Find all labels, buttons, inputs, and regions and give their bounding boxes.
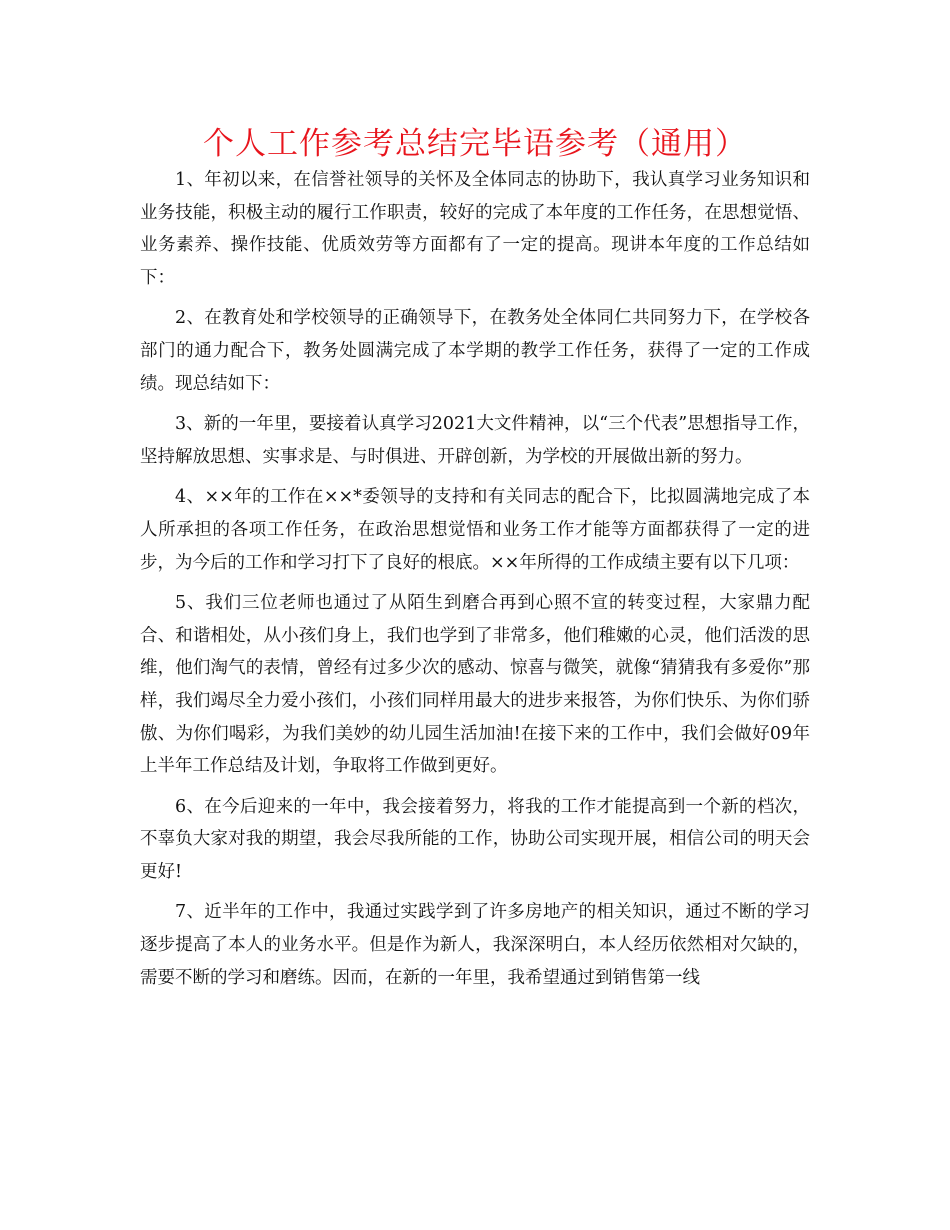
paragraph-6: 6、在今后迎来的一年中，我会接着努力，将我的工作才能提高到一个新的档次，不辜负大家对我的期望，我会尽我所能的工作，协助公司实现开展，相信公司的明天会更好! <box>140 796 810 882</box>
paragraph-1: 1、年初以来，在信誉社领导的关怀及全体同志的协助下，我认真学习业务知识和业务技能，积极主动的履行工作职责，较好的完成了本年度的工作任务，在思想觉悟、业务素养、操作技能、优质效劳等方面都有了一定的提高。现讲本年度的工作总结如下： <box>140 170 810 288</box>
paragraph-5: 5、我们三位老师也通过了从陌生到磨合再到心照不宣的转变过程，大家鼎力配合、和谐相处，从小孩们身上，我们也学到了非常多，他们稚嫩的心灵，他们活泼的思维，他们淘气的表情，曾经有过多少次的感动、惊喜与微笑，就像“猜猜我有多爱你”那样，我们竭尽全力爱小孩们，小孩们同样用最大的进步来报答，为你们快乐、为你们骄傲、为你们喝彩，为我们美妙的幼儿园生活加油!在接下来的工作中，我们会做好09年上半年工作总结及计划，争取将工作做到更好。 <box>140 593 810 777</box>
paragraph-3: 3、新的一年里，要接着认真学习2021大文件精神，以“三个代表”思想指导工作，坚持解放思想、实事求是、与时俱进、开辟创新，为学校的开展做出新的努力。 <box>140 414 810 467</box>
paragraph-2: 2、在教育处和学校领导的正确领导下，在教务处全体同仁共同努力下，在学校各部门的通力配合下，教务处圆满完成了本学期的教学工作任务，获得了一定的工作成绩。现总结如下： <box>140 308 810 394</box>
document-body <box>140 164 810 1002</box>
paragraph-4: 4、××年的工作在××*委领导的支持和有关同志的配合下，比拟圆满地完成了本人所承担的各项工作任务，在政治思想觉悟和业务工作才能等方面都获得了一定的进步，为今后的工作和学习打下了良好的根底。××年所得的工作成绩主要有以下几项： <box>140 487 810 573</box>
document-title: 个人工作参考总结完毕语参考（通用） <box>203 126 747 162</box>
paragraph-7: 7、近半年的工作中，我通过实践学到了许多房地产的相关知识，通过不断的学习逐步提高了本人的业务水平。但是作为新人，我深深明白，本人经历依然相对欠缺的，需要不断的学习和磨练。因而，在新的一年里，我希望通过到销售第一线 <box>140 902 810 988</box>
